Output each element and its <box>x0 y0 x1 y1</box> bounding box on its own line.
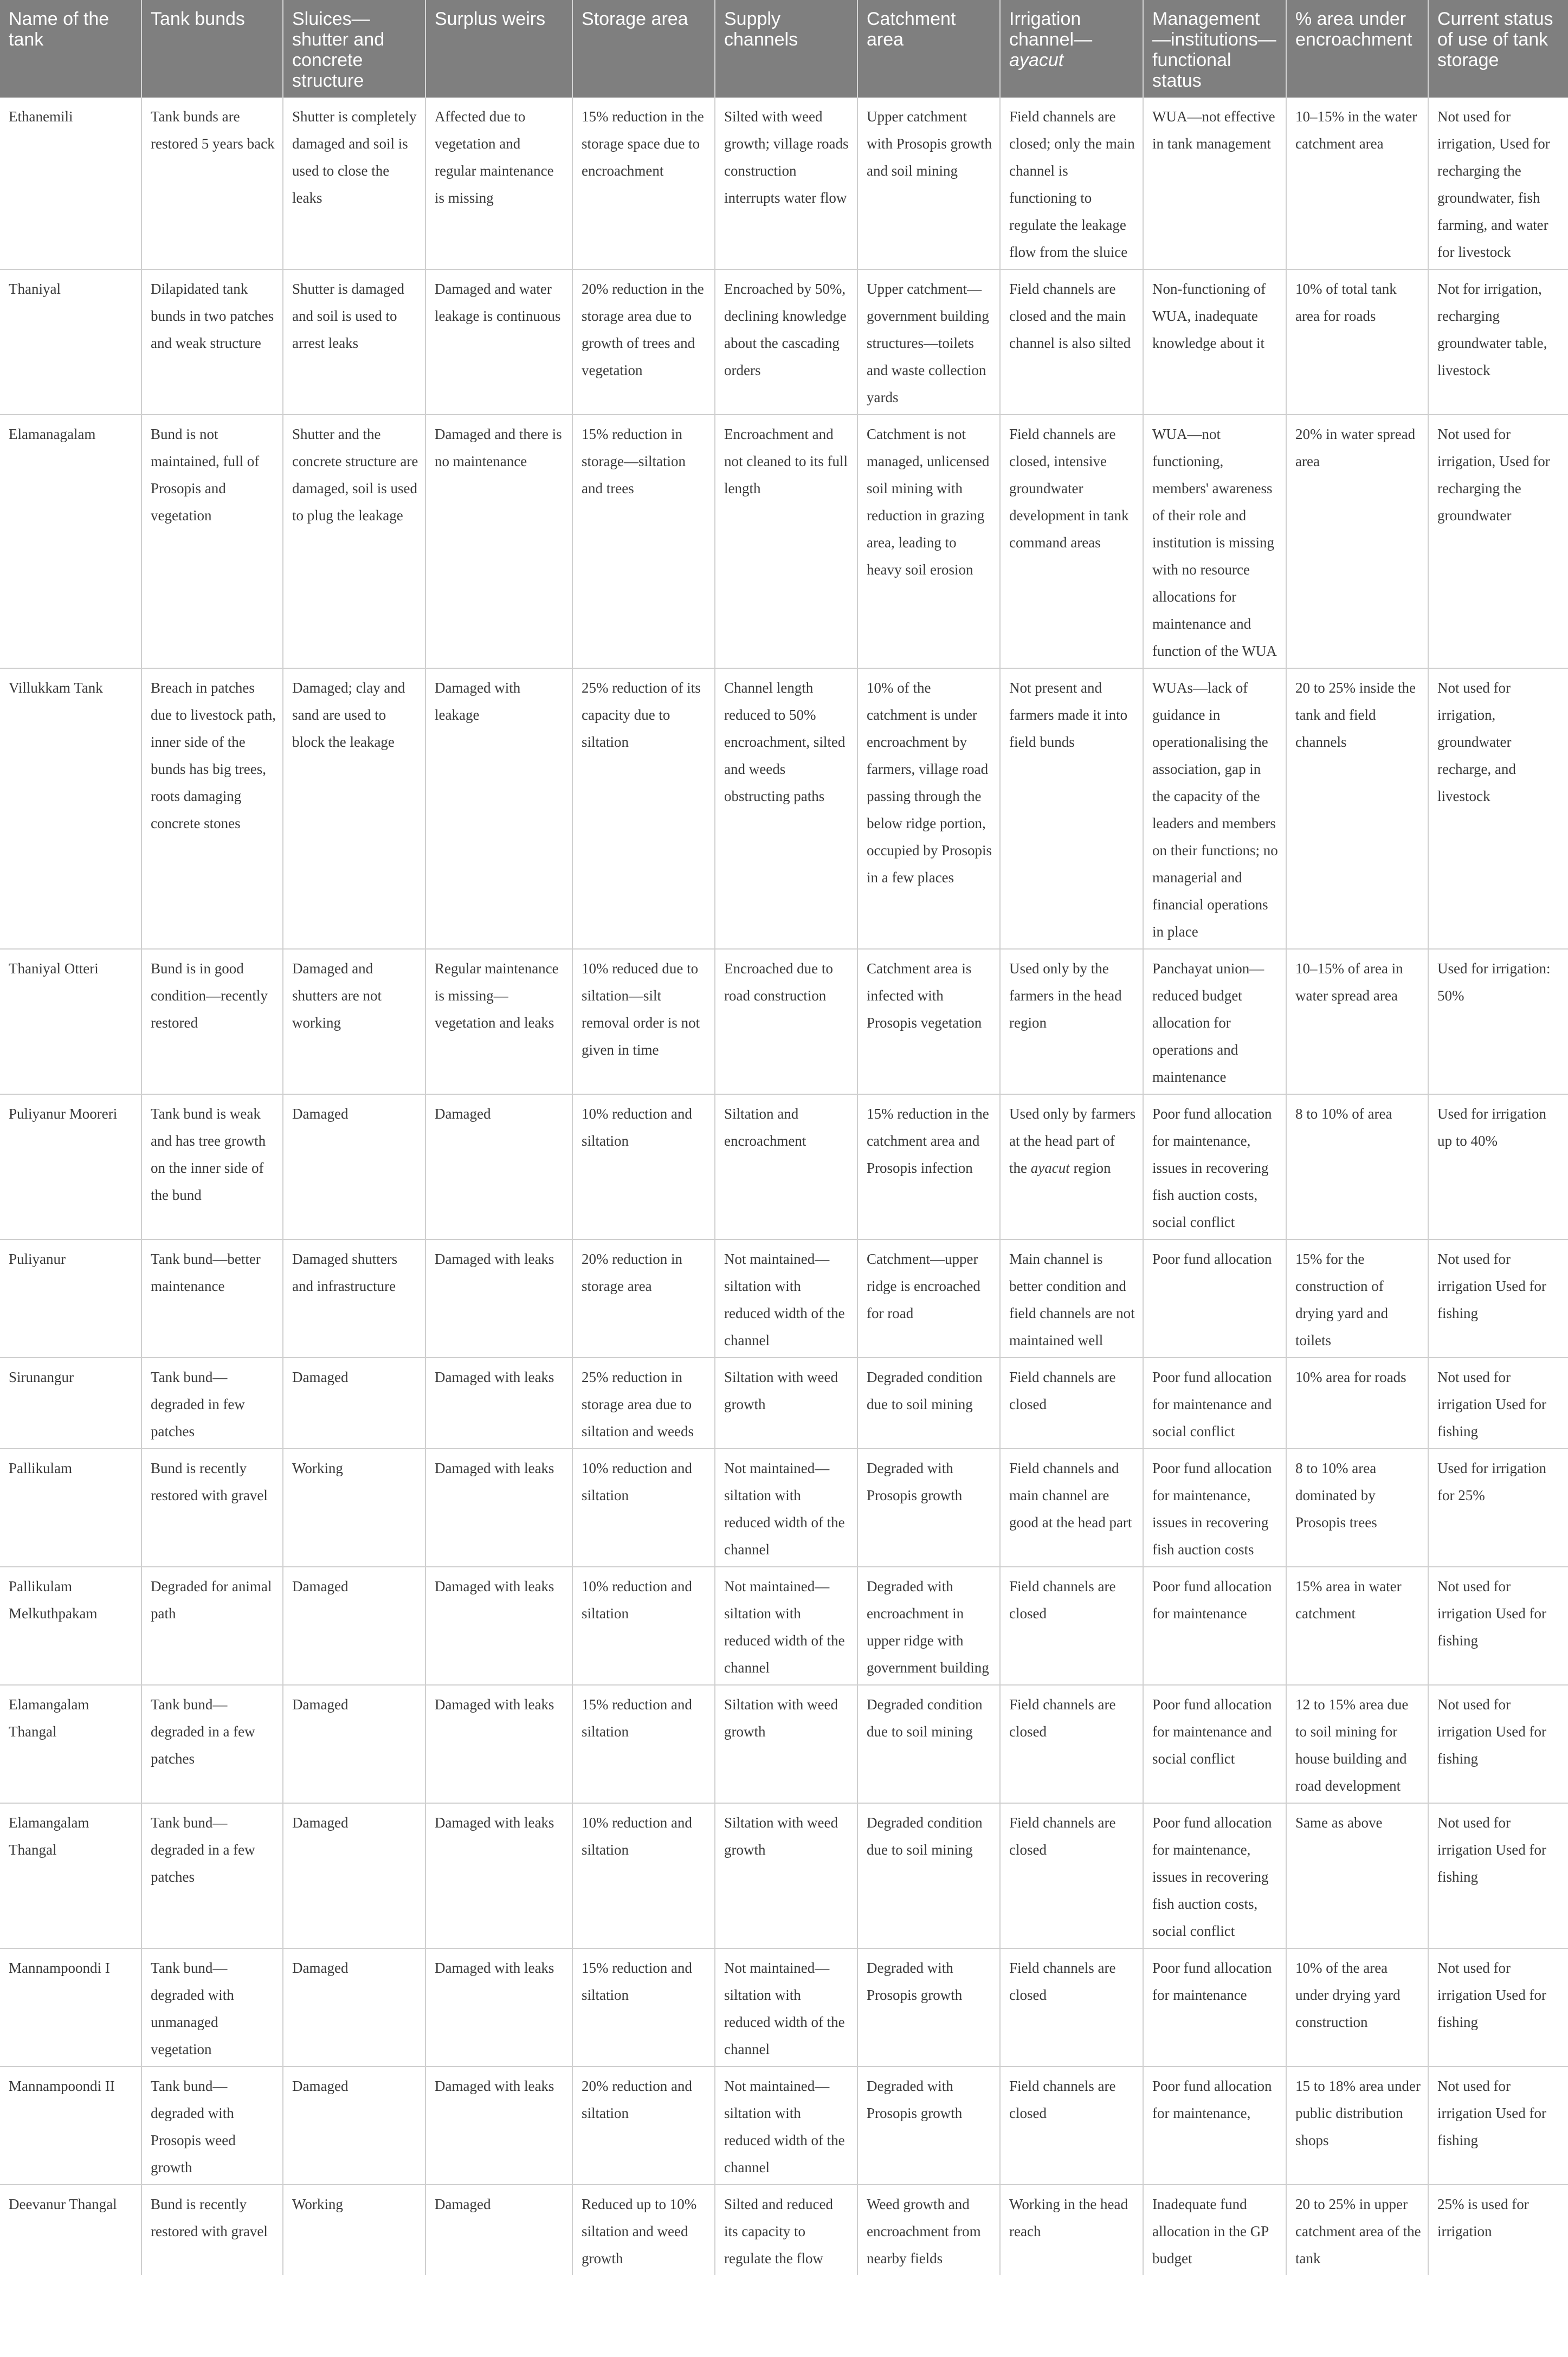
table-cell: Damaged with leaks <box>425 2067 572 2185</box>
table-cell: Damaged with leakage <box>425 668 572 949</box>
table-cell: Used only by farmers at the head part of the ayacut region <box>1000 1094 1143 1239</box>
table-cell: Shutter is damaged and soil is used to arrest leaks <box>283 269 425 415</box>
table-cell: 10–15% in the water catchment area <box>1286 98 1428 269</box>
table-cell: Non-functioning of WUA, inadequate knowledge about it <box>1143 269 1286 415</box>
column-header: Storage area <box>572 0 715 98</box>
column-header: Name of the tank <box>9 9 109 50</box>
table-cell: Catchment—upper ridge is encroached for road <box>857 1239 1000 1358</box>
table-cell: Bund is not maintained, full of Prosopis and vegetation <box>141 415 283 668</box>
table-cell: Not used for irrigation, Used for recharging the groundwater, fish farming, and water for livestock <box>1428 98 1568 269</box>
table-cell: 10% reduction and siltation <box>572 1803 715 1948</box>
table-cell: Silted and reduced its capacity to regulate the flow <box>715 2185 857 2275</box>
table-cell: Field channels are closed <box>1000 1358 1143 1449</box>
table-cell: 10% of the catchment is under encroachment by farmers, village road passing through the below ridge portion, occupied by Prosopis in a few places <box>857 668 1000 949</box>
table-cell: Regular maintenance is missing—vegetation and leaks <box>425 949 572 1094</box>
table-cell: Damaged with leaks <box>425 1358 572 1449</box>
tank-name-cell: Ethanemili <box>9 108 73 125</box>
column-header: Management—institutions—functional status <box>1143 0 1286 98</box>
table-row <box>0 1449 1568 1567</box>
column-header-text: Irrigation channel— <box>1009 9 1093 50</box>
table-cell: Damaged <box>283 1358 425 1449</box>
table-cell: Encroached by 50%, declining knowledge about the cascading orders <box>715 269 857 415</box>
table-cell: Not used for irrigation Used for fishing <box>1428 1685 1568 1803</box>
tank-name-cell: Pallikulam Melkuthpakam <box>0 1567 141 1685</box>
table-cell: Bund is recently restored with gravel <box>141 1449 283 1567</box>
table-cell: WUAs—lack of guidance in operationalising the association, gap in the capacity of the leaders and members on their functions; no managerial and financial operations in place <box>1143 668 1286 949</box>
table-row <box>0 1358 1568 1449</box>
table-cell: Degraded with Prosopis growth <box>857 1948 1000 2067</box>
table-cell: Not used for irrigation, groundwater recharge, and livestock <box>1428 668 1568 949</box>
table-cell: Damaged <box>283 2067 425 2185</box>
table-cell: Damaged <box>425 1094 572 1239</box>
table-cell: Working in the head reach <box>1000 2185 1143 2275</box>
table-cell: Field channels are closed <box>1000 1803 1143 1948</box>
table-cell: Tank bund—degraded in a few patches <box>141 1803 283 1948</box>
table-cell: Damaged; clay and sand are used to block the leakage <box>283 668 425 949</box>
table-cell: Field channels are closed <box>1000 1685 1143 1803</box>
table-cell: Weed growth and encroachment from nearby fields <box>857 2185 1000 2275</box>
table-cell: 15% area in water catchment <box>1286 1567 1428 1685</box>
table-cell: Tank bund is weak and has tree growth on the inner side of the bund <box>141 1094 283 1239</box>
tank-name-cell: Thaniyal <box>0 269 141 415</box>
table-cell: Silted with weed growth; village roads construction interrupts water flow <box>715 98 857 269</box>
table-cell: Tank bund—degraded with unmanaged vegetation <box>141 1948 283 2067</box>
table-cell: Used for irrigation for 25% <box>1428 1449 1568 1567</box>
column-header: Supply channels <box>715 0 857 98</box>
table-cell: Not used for irrigation Used for fishing <box>1428 2067 1568 2185</box>
ayacut-term: ayacut <box>1030 1160 1070 1176</box>
table-cell: Not used for irrigation, Used for recharging the groundwater <box>1428 415 1568 668</box>
table-cell: 10–15% of area in water spread area <box>1286 949 1428 1094</box>
table-cell: Dilapidated tank bunds in two patches and weak structure <box>141 269 283 415</box>
table-cell: Degraded with Prosopis growth <box>857 2067 1000 2185</box>
table-cell: Same as above <box>1286 1803 1428 1948</box>
tank-name-cell: Elamangalam Thangal <box>0 1803 141 1948</box>
table-cell: Poor fund allocation for maintenance, <box>1143 2067 1286 2185</box>
table-cell: 20 to 25% in upper catchment area of the tank <box>1286 2185 1428 2275</box>
table-cell: Damaged <box>283 1685 425 1803</box>
table-cell: Panchayat union—reduced budget allocation for operations and maintenance <box>1143 949 1286 1094</box>
tank-name-cell: Mannampoondi I <box>0 1948 141 2067</box>
table-row <box>0 2185 1568 2275</box>
table-cell: 25% is used for irrigation <box>1428 2185 1568 2275</box>
table-cell: WUA—not effective in tank management <box>1143 98 1286 269</box>
tank-name-cell: Puliyanur Mooreri <box>0 1094 141 1239</box>
table-cell: Field channels are closed <box>1000 1948 1143 2067</box>
tank-name-cell: Thaniyal Otteri <box>0 949 141 1094</box>
table-cell: Field channels and main channel are good at the head part <box>1000 1449 1143 1567</box>
table-cell: 10% reduction and siltation <box>572 1094 715 1239</box>
table-cell: 15% reduction in the storage space due to encroachment <box>572 98 715 269</box>
table-row <box>0 269 1568 415</box>
table-cell: 10% of the area under drying yard construction <box>1286 1948 1428 2067</box>
table-row <box>0 1948 1568 2067</box>
table-cell: Encroachment and not cleaned to its full length <box>715 415 857 668</box>
table-cell: Working <box>283 2185 425 2275</box>
table-cell: Tank bund—better maintenance <box>141 1239 283 1358</box>
table-cell: 15% reduction in the catchment area and Prosopis infection <box>857 1094 1000 1239</box>
table-cell: 25% reduction in storage area due to siltation and weeds <box>572 1358 715 1449</box>
table-cell: Siltation with weed growth <box>715 1803 857 1948</box>
table-cell: 10% reduction and siltation <box>572 1567 715 1685</box>
table-cell: Tank bund—degraded in few patches <box>141 1358 283 1449</box>
table-cell: Field channels are closed <box>1000 1567 1143 1685</box>
table-cell: Degraded with encroachment in upper ridge with government building <box>857 1567 1000 1685</box>
table-cell: 20% reduction in storage area <box>572 1239 715 1358</box>
table-cell: 10% of total tank area for roads <box>1286 269 1428 415</box>
table-cell: Field channels are closed and the main channel is also silted <box>1000 269 1143 415</box>
table-cell: Affected due to vegetation and regular maintenance is missing <box>425 98 572 269</box>
table-row <box>0 98 1568 269</box>
tank-name-cell: Puliyanur <box>0 1239 141 1358</box>
table-cell: Not used for irrigation Used for fishing <box>1428 1948 1568 2067</box>
table-cell: Used for irrigation up to 40% <box>1428 1094 1568 1239</box>
table-cell: Damaged with leaks <box>425 1239 572 1358</box>
table-cell: Poor fund allocation for maintenance <box>1143 1948 1286 2067</box>
column-header-ayacut: ayacut <box>1009 50 1064 70</box>
table-row <box>0 949 1568 1094</box>
table-cell: Not used for irrigation Used for fishing <box>1428 1567 1568 1685</box>
table-cell: Field channels are closed <box>1000 2067 1143 2185</box>
table-cell: 8 to 10% of area <box>1286 1094 1428 1239</box>
table-cell: Poor fund allocation <box>1143 1239 1286 1358</box>
table-row <box>0 415 1568 668</box>
table-cell: Not present and farmers made it into field bunds <box>1000 668 1143 949</box>
table-cell: Catchment is not managed, unlicensed soil mining with reduction in grazing area, leading to heavy soil erosion <box>857 415 1000 668</box>
column-header: Current status of use of tank storage <box>1428 0 1568 98</box>
table-cell: Not maintained—siltation with reduced width of the channel <box>715 1567 857 1685</box>
table-cell: Degraded condition due to soil mining <box>857 1358 1000 1449</box>
table-cell: Shutter and the concrete structure are damaged, soil is used to plug the leakage <box>283 415 425 668</box>
table-cell: 15 to 18% area under public distribution shops <box>1286 2067 1428 2185</box>
table-cell: Reduced up to 10% siltation and weed growth <box>572 2185 715 2275</box>
table-cell: Not maintained—siltation with reduced width of the channel <box>715 1948 857 2067</box>
tank-name-cell: Mannampoondi II <box>0 2067 141 2185</box>
table-cell: Not maintained—siltation with reduced width of the channel <box>715 1449 857 1567</box>
table-cell: Degraded condition due to soil mining <box>857 1803 1000 1948</box>
table-cell: 15% reduction and siltation <box>572 1948 715 2067</box>
table-cell: Siltation with weed growth <box>715 1358 857 1449</box>
table-cell: Upper catchment—government building structures—toilets and waste collection yards <box>857 269 1000 415</box>
table-cell: Poor fund allocation for maintenance and social conflict <box>1143 1685 1286 1803</box>
table-cell: 20% in water spread area <box>1286 415 1428 668</box>
table-cell: Damaged <box>425 2185 572 2275</box>
table-cell: Damaged <box>283 1948 425 2067</box>
table-cell: Damaged with leaks <box>425 1803 572 1948</box>
table-cell: 10% reduction and siltation <box>572 1449 715 1567</box>
tank-name-cell: Villukkam Tank <box>0 668 141 949</box>
table-cell: Bund is recently restored with gravel <box>141 2185 283 2275</box>
tank-name-cell: Elamanagalam <box>0 415 141 668</box>
table-row <box>0 668 1568 949</box>
table-cell: Damaged and water leakage is continuous <box>425 269 572 415</box>
table-cell: Not maintained—siltation with reduced width of the channel <box>715 1239 857 1358</box>
column-header <box>1000 0 1143 98</box>
table-cell: Shutter is completely damaged and soil is used to close the leaks <box>283 98 425 269</box>
table-row <box>0 2067 1568 2185</box>
table-cell: 12 to 15% area due to soil mining for house building and road development <box>1286 1685 1428 1803</box>
table-cell: Field channels are closed; only the main channel is functioning to regulate the leakage flow from the sluice <box>1000 98 1143 269</box>
table-cell: Degraded for animal path <box>141 1567 283 1685</box>
table-cell: Degraded with Prosopis growth <box>857 1449 1000 1567</box>
column-header: Catchment area <box>857 0 1000 98</box>
table-cell: Bund is in good condition—recently restored <box>141 949 283 1094</box>
table-cell: Tank bund—degraded in a few patches <box>141 1685 283 1803</box>
table-cell: Main channel is better condition and field channels are not maintained well <box>1000 1239 1143 1358</box>
table-cell: Not for irrigation, recharging groundwater table, livestock <box>1428 269 1568 415</box>
table-cell: Poor fund allocation for maintenance <box>1143 1567 1286 1685</box>
table-cell: Used for irrigation: 50% <box>1428 949 1568 1094</box>
table-cell: Damaged with leaks <box>425 1567 572 1685</box>
column-header: Surplus weirs <box>425 0 572 98</box>
table-cell: Damaged <box>283 1803 425 1948</box>
table-cell: Working <box>283 1449 425 1567</box>
table-cell: 10% area for roads <box>1286 1358 1428 1449</box>
table-cell: Tank bunds are restored 5 years back <box>141 98 283 269</box>
table-cell: Damaged and there is no maintenance <box>425 415 572 668</box>
table-cell: Field channels are closed, intensive groundwater development in tank command areas <box>1000 415 1143 668</box>
tank-name-cell: Deevanur Thangal <box>0 2185 141 2275</box>
table-cell: Damaged with leaks <box>425 1948 572 2067</box>
column-header: Tank bunds <box>141 0 283 98</box>
column-header: Sluices—shutter and concrete structure <box>283 0 425 98</box>
table-cell: 20 to 25% inside the tank and field channels <box>1286 668 1428 949</box>
table-cell: Damaged shutters and infrastructure <box>283 1239 425 1358</box>
table-cell: Damaged with leaks <box>425 1449 572 1567</box>
table-cell: Siltation and encroachment <box>715 1094 857 1239</box>
table-cell: Not used for irrigation Used for fishing <box>1428 1358 1568 1449</box>
tank-name-cell: Sirunangur <box>0 1358 141 1449</box>
table-cell: Damaged with leaks <box>425 1685 572 1803</box>
table-header-row <box>0 0 1568 98</box>
table-cell: Poor fund allocation for maintenance, issues in recovering fish auction costs, social conflict <box>1143 1803 1286 1948</box>
table-cell: Degraded condition due to soil mining <box>857 1685 1000 1803</box>
table-cell: Catchment area is infected with Prosopis vegetation <box>857 949 1000 1094</box>
tank-name-cell: Elamangalam Thangal <box>0 1685 141 1803</box>
table-cell: 20% reduction and siltation <box>572 2067 715 2185</box>
table-cell: Damaged <box>283 1567 425 1685</box>
table-row <box>0 1094 1568 1239</box>
table-row <box>0 1239 1568 1358</box>
table-cell: 25% reduction of its capacity due to siltation <box>572 668 715 949</box>
table-cell: Inadequate fund allocation in the GP budget <box>1143 2185 1286 2275</box>
table-cell: Channel length reduced to 50% encroachment, silted and weeds obstructing paths <box>715 668 857 949</box>
table-row <box>0 1685 1568 1803</box>
table-cell: Upper catchment with Prosopis growth and soil mining <box>857 98 1000 269</box>
table-cell: Poor fund allocation for maintenance, issues in recovering fish auction costs <box>1143 1449 1286 1567</box>
table-cell: WUA—not functioning, members' awareness of their role and institution is missing with no resource allocations for maintenance and function of the WUA <box>1143 415 1286 668</box>
table-body <box>0 98 1568 2275</box>
table-cell: 8 to 10% area dominated by Prosopis trees <box>1286 1449 1428 1567</box>
tank-name-cell: Pallikulam <box>0 1449 141 1567</box>
table-row <box>0 1567 1568 1685</box>
table-cell: 15% reduction in storage—siltation and trees <box>572 415 715 668</box>
table-row <box>0 1803 1568 1948</box>
table-cell: Not maintained—siltation with reduced width of the channel <box>715 2067 857 2185</box>
table-cell: Used only by the farmers in the head region <box>1000 949 1143 1094</box>
table-cell: Siltation with weed growth <box>715 1685 857 1803</box>
table-cell: 15% reduction and siltation <box>572 1685 715 1803</box>
table-cell: 10% reduced due to siltation—silt removal order is not given in time <box>572 949 715 1094</box>
table-cell: Damaged <box>283 1094 425 1239</box>
table-cell: Breach in patches due to livestock path, inner side of the bunds has big trees, roots damaging concrete stones <box>141 668 283 949</box>
table-cell: 20% reduction in the storage area due to growth of trees and vegetation <box>572 269 715 415</box>
table-cell: Poor fund allocation for maintenance, issues in recovering fish auction costs, social conflict <box>1143 1094 1286 1239</box>
table-cell: Damaged and shutters are not working <box>283 949 425 1094</box>
table-cell: Poor fund allocation for maintenance and social conflict <box>1143 1358 1286 1449</box>
column-header: % area under encroachment <box>1286 0 1428 98</box>
table-cell: Not used for irrigation Used for fishing <box>1428 1803 1568 1948</box>
table-cell: Encroached due to road construction <box>715 949 857 1094</box>
table-cell: Not used for irrigation Used for fishing <box>1428 1239 1568 1358</box>
table-cell: 15% for the construction of drying yard and toilets <box>1286 1239 1428 1358</box>
table-cell: Tank bund—degraded with Prosopis weed growth <box>141 2067 283 2185</box>
